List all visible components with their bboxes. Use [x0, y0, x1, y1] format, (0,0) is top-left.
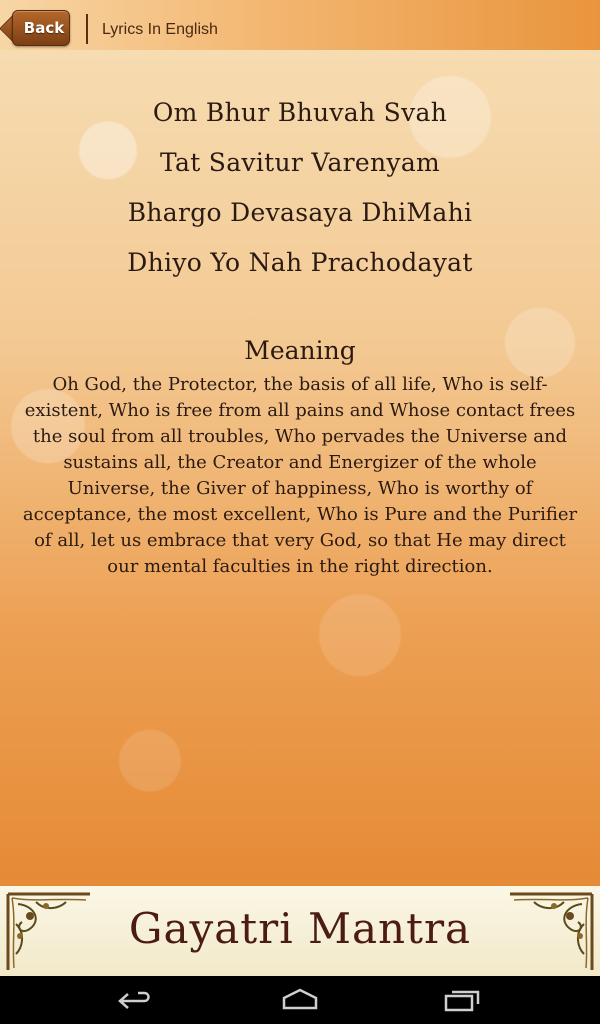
floral-corner-icon: [508, 892, 594, 972]
screen-title: Lyrics In English: [102, 21, 218, 38]
mantra-line: Bhargo Devasaya DhiMahi: [127, 198, 473, 227]
home-icon[interactable]: [270, 984, 330, 1016]
mantra-line: Om Bhur Bhuvah Svah: [152, 98, 448, 127]
gayatri-mantra-banner: [0, 886, 600, 976]
back-button[interactable]: Back: [12, 10, 70, 46]
meaning-heading: Meaning: [244, 336, 356, 365]
meaning-text: Oh God, the Protector, the basis of all life, Who is self-existent, Who is free from all pains and Whose contact frees the soul from all troubles, Who pervades the Universe and sustains all, the Creator and Energizer of the whole Universe, the Giver of happiness, Who is worthy of acceptance, the most excellent, Who is Pure and the Purifier of all, let us embrace that very God, so that He may direct our mental faculties in the right direction.: [22, 374, 578, 577]
mantra-lines: [0, 88, 600, 288]
title-divider: [86, 14, 88, 44]
banner-title: Gayatri Mantra: [128, 904, 472, 953]
recent-apps-icon[interactable]: [430, 984, 490, 1016]
top-app-bar: [0, 0, 600, 50]
mantra-line: Dhiyo Yo Nah Prachodayat: [127, 248, 473, 277]
lyrics-content: [0, 50, 600, 886]
mantra-line: Tat Savitur Varenyam: [159, 148, 441, 177]
back-button-area: [0, 0, 80, 50]
back-icon[interactable]: [106, 984, 166, 1016]
system-navigation-bar: [0, 976, 600, 1024]
